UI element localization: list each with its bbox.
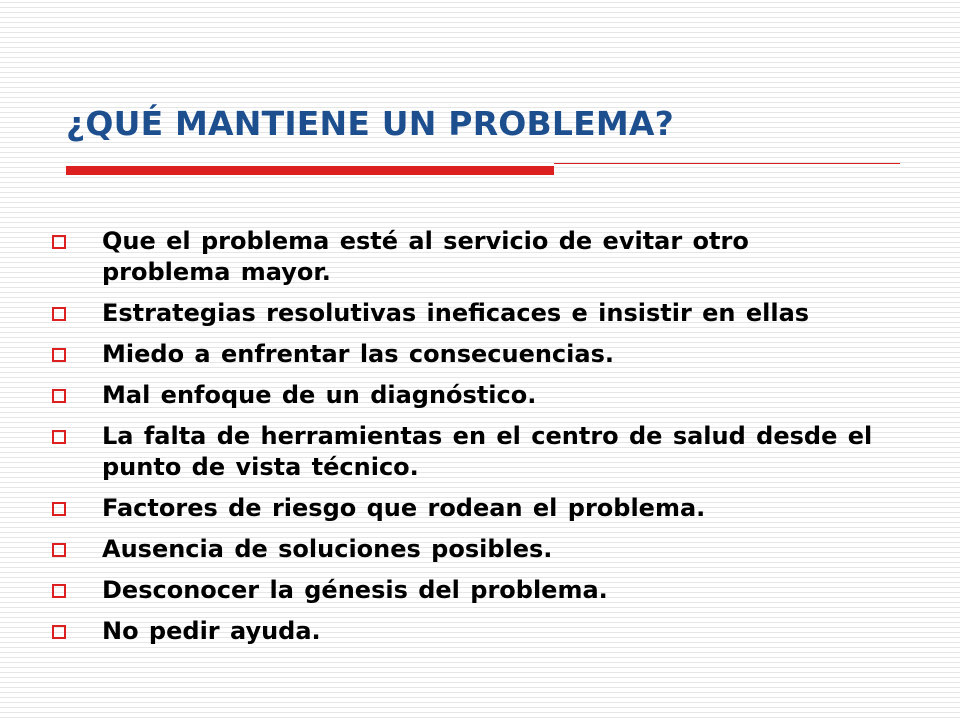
bullet-item <box>50 339 880 370</box>
bullet-item <box>50 616 880 647</box>
hollow-square-icon <box>52 502 66 516</box>
bullet-item <box>50 421 880 483</box>
bullet-text: Ausencia de soluciones posibles. <box>102 535 553 563</box>
hollow-square-icon <box>52 543 66 557</box>
bullet-item <box>50 534 880 565</box>
title-underline-rule <box>554 163 900 164</box>
hollow-square-icon <box>52 235 66 249</box>
bullet-text: Que el problema esté al servicio de evitar otro problema mayor. <box>102 227 749 286</box>
slide-title: ¿QUÉ MANTIENE UN PROBLEMA? <box>66 104 674 143</box>
bullet-item <box>50 575 880 606</box>
hollow-square-icon <box>52 625 66 639</box>
hollow-square-icon <box>52 307 66 321</box>
bullet-text: Mal enfoque de un diagnóstico. <box>102 381 537 409</box>
hollow-square-icon <box>52 348 66 362</box>
bullet-text: Desconocer la génesis del problema. <box>102 576 608 604</box>
bullet-text: La falta de herramientas en el centro de salud desde el punto de vista técnico. <box>102 422 873 481</box>
bullet-text: No pedir ayuda. <box>102 617 321 645</box>
hollow-square-icon <box>52 430 66 444</box>
bullet-text: Factores de riesgo que rodean el problema. <box>102 494 706 522</box>
bullet-item <box>50 226 880 288</box>
hollow-square-icon <box>52 389 66 403</box>
bullet-text: Estrategias resolutivas ineficaces e insistir en ellas <box>102 299 810 327</box>
bullet-text: Miedo a enfrentar las consecuencias. <box>102 340 614 368</box>
title-underline-bar <box>66 166 554 175</box>
bullet-list <box>50 226 880 657</box>
bullet-item <box>50 380 880 411</box>
hollow-square-icon <box>52 584 66 598</box>
bullet-item <box>50 493 880 524</box>
bullet-item <box>50 298 880 329</box>
